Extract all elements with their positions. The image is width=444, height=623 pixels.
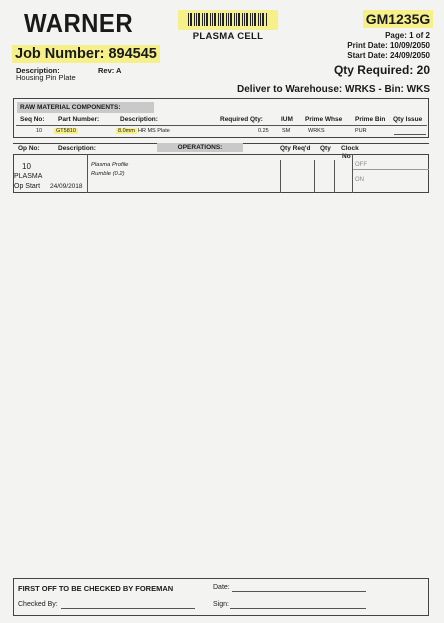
raw-part-number: GT5810 [56, 128, 76, 134]
foreman-check-title: FIRST OFF TO BE CHECKED BY FOREMAN [18, 584, 174, 593]
operations-title: OPERATIONS: [157, 143, 243, 152]
page-count: Page: 1 of 2 [385, 31, 430, 40]
op-description-2: Rumble (0.2) [91, 171, 125, 177]
print-date: Print Date: 10/09/2050 [347, 41, 430, 50]
raw-header-qty-issue: Qty Issue [393, 116, 423, 123]
off-entry-line [353, 169, 429, 170]
date-field[interactable] [232, 591, 366, 592]
raw-header-qty: Required Qty: [220, 116, 263, 123]
company-logo: WARNER [24, 8, 134, 38]
ops-header-qty: Qty [320, 145, 331, 152]
description-value: Housing Pin Plate [16, 73, 76, 82]
raw-header-rule [16, 125, 427, 126]
ops-header-op-no: Op No: [18, 145, 40, 152]
date-label: Date: [213, 584, 230, 591]
description-label: Description: [16, 66, 60, 75]
raw-header-whse: Prime Whse [305, 116, 343, 123]
raw-materials-title: RAW MATERIAL COMPONENTS: [17, 102, 154, 113]
checked-by-label: Checked By: [18, 601, 58, 608]
ops-divider [314, 160, 315, 193]
ops-header-clock: Clock [341, 145, 359, 152]
raw-desc-material: HR MS Plate [138, 128, 170, 134]
barcode-area [178, 10, 278, 30]
page-info [347, 31, 430, 61]
start-date: Start Date: 24/09/2050 [347, 51, 430, 60]
cell-name: PLASMA CELL [192, 31, 264, 42]
raw-whse: WRKS [308, 128, 325, 134]
deliver-to: Deliver to Warehouse: WRKS - Bin: WKS [237, 84, 430, 95]
op-description-1: Plasma Profile [91, 162, 129, 168]
raw-header-ium: IUM [281, 116, 293, 123]
op-start-label: Op Start [14, 183, 41, 190]
checked-by-field[interactable] [61, 608, 195, 609]
ops-divider [352, 154, 353, 193]
ops-header-description: Description: [58, 145, 96, 152]
raw-header-seq: Seq No: [20, 116, 45, 123]
raw-ium: SM [282, 128, 291, 134]
raw-header-part: Part Number: [58, 116, 100, 123]
ops-divider [87, 154, 88, 193]
raw-header-bin: Prime Bin [355, 116, 386, 123]
ops-header-qty-reqd: Qty Req'd [280, 145, 311, 152]
raw-bin: PUR [355, 128, 367, 134]
op-number: 10 [22, 162, 31, 171]
op-start-date: 24/09/2018 [50, 183, 83, 190]
ops-divider [334, 160, 335, 193]
sign-label: Sign: [213, 601, 229, 608]
barcode-icon [188, 13, 268, 26]
raw-seq: 10 [36, 128, 43, 134]
revision: Rev: A [98, 66, 122, 75]
raw-header-description: Description: [120, 116, 158, 123]
qty-issue-entry-line[interactable] [394, 134, 426, 135]
sign-field[interactable] [230, 608, 366, 609]
ops-header-no: No [342, 153, 351, 160]
ops-divider [280, 160, 281, 193]
raw-desc-thickness: 8.0mm [118, 128, 135, 134]
raw-qty: 0.25 [258, 128, 269, 134]
qty-required: Qty Required: 20 [333, 63, 430, 77]
op-work-centre: PLASMA [14, 173, 43, 180]
off-status[interactable]: OFF [355, 162, 367, 168]
job-code: GM1235G [363, 10, 433, 28]
job-number: Job Number: 894545 [12, 45, 160, 63]
on-status[interactable]: ON [355, 177, 364, 183]
